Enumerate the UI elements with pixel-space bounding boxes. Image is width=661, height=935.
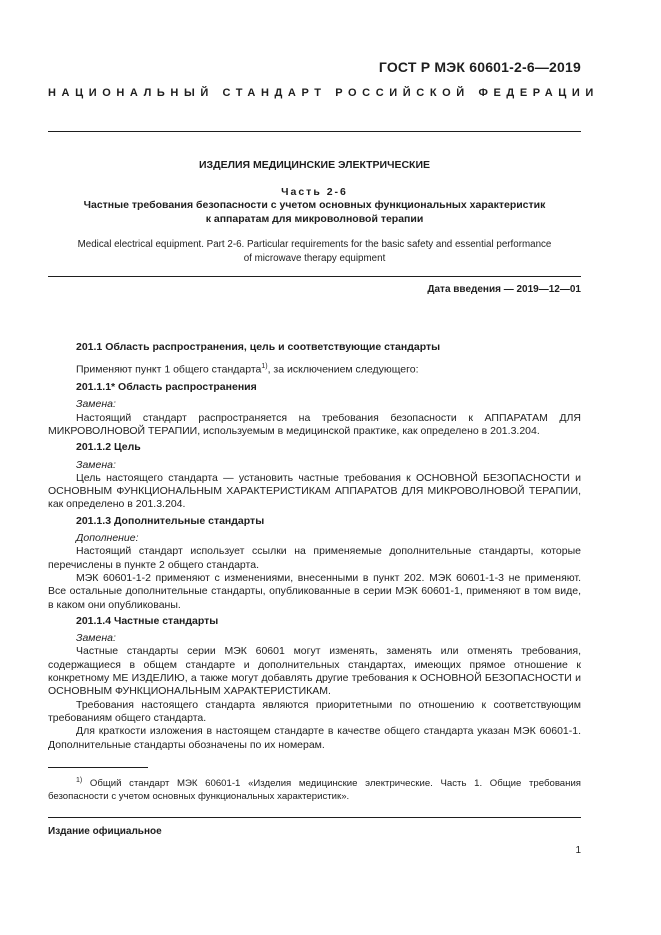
section-heading: 201.1.1* Область распространения <box>76 381 257 394</box>
title-divider <box>48 276 581 277</box>
paragraph: Требования настоящего стандарта являются приоритетными по отношению к соответствующим требованиям общего стандарта. <box>48 698 581 724</box>
footnote-ref: 1) <box>261 363 268 371</box>
paragraph: Настоящий стандарт распространяется на требования безопасности к АППАРАТАМ ДЛЯ МИКРОВОЛНОВОЙ ТЕРАПИИ, используемым в медицинской практике, как определено в 201.3.204. <box>48 411 581 437</box>
paragraph: Частные стандарты серии МЭК 60601 могут изменять, заменять или отменять требования, содержащиеся в общем стандарте и дополнительных стандартах, имеющих прямое отношение к конкретному МЕ ИЗДЕЛИЮ, а также могут добавлять другие требования к ОСНОВНОЙ БЕЗОПАСНОСТИ и ОСНОВНЫМ ФУНКЦИОНАЛЬНЫМ ХАРАКТЕРИСТИКАМ. <box>48 645 581 698</box>
document-number: ГОСТ Р МЭК 60601-2-6—2019 <box>378 59 581 75</box>
header-divider <box>48 131 581 132</box>
document-body <box>48 341 581 752</box>
section-heading: 201.1.3 Дополнительные стандарты <box>76 514 265 527</box>
official-edition-label: Издание официальное <box>48 826 162 837</box>
footnote-marker: 1) <box>76 777 83 784</box>
page-number: 1 <box>575 845 581 856</box>
english-title-line: of microwave therapy equipment <box>243 252 386 264</box>
subtitle-line: Частные требования безопасности с учетом основных функциональных характеристик <box>83 199 546 211</box>
introduction-date: Дата введения — 2019—12—01 <box>427 284 581 295</box>
section-heading: 201.1.2 Цель <box>76 441 141 454</box>
change-label: Дополнение: <box>76 532 139 545</box>
paragraph: Настоящий стандарт использует ссылки на применяемые дополнительные стандарты, которые перечислены в пункте 2 общего стандарта. <box>48 545 581 571</box>
section-heading: 201.1 Область распространения, цель и соответствующие стандарты <box>76 341 441 353</box>
change-label: Замена: <box>76 458 116 471</box>
change-label: Замена: <box>76 398 116 411</box>
section-heading: 201.1.4 Частные стандарты <box>76 614 219 627</box>
national-standard-banner: НАЦИОНАЛЬНЫЙ СТАНДАРТ РОССИЙСКОЙ ФЕДЕРАЦИИ <box>48 87 599 99</box>
standard-subtitle <box>48 199 581 226</box>
subtitle-line: к аппаратам для микроволновой терапии <box>205 212 424 225</box>
part-number: Часть 2-6 <box>281 186 348 198</box>
footer-divider <box>48 817 581 818</box>
footnote: $^{1)}$ Общий стандарт МЭК 60601-1 «Изделия медицинские электрические. Часть 1. Общие требования безопасности с учетом основных функциональных характеристик». <box>48 777 581 803</box>
paragraph: МЭК 60601-1-2 применяют с изменениями, внесенными в пункт 202. МЭК 60601-1-3 не применяют. Все остальные дополнительные стандарты, опубликованные в серии МЭК 60601-1, применяют в том виде, в каком они опубликованы. <box>48 571 581 611</box>
english-title-line: Medical electrical equipment. Part 2-6. Particular requirements for the basic safety and essential performance <box>77 239 552 250</box>
english-title <box>48 238 581 265</box>
paragraph: Для краткости изложения в настоящем стандарте в качестве общего стандарта указан МЭК 60601-1. Дополнительные стандарты обозначены по их номерам. <box>48 725 581 751</box>
footnote-divider <box>48 767 148 768</box>
paragraph: Применяют пункт 1 общего стандарта$^{1)}$, за исключением следующего: <box>76 363 419 376</box>
change-label: Замена: <box>76 632 116 645</box>
paragraph: Цель настоящего стандарта — установить частные требования к ОСНОВНОЙ БЕЗОПАСНОСТИ и ОСНОВНЫМ ФУНКЦИОНАЛЬНЫМ ХАРАКТЕРИСТИКАМ АППАРАТОВ ДЛЯ МИКРОВОЛНОВОЙ ТЕРАПИИ, как определено в 201.3.204. <box>48 471 581 511</box>
standard-title: ИЗДЕЛИЯ МЕДИЦИНСКИЕ ЭЛЕКТРИЧЕСКИЕ <box>198 159 431 171</box>
